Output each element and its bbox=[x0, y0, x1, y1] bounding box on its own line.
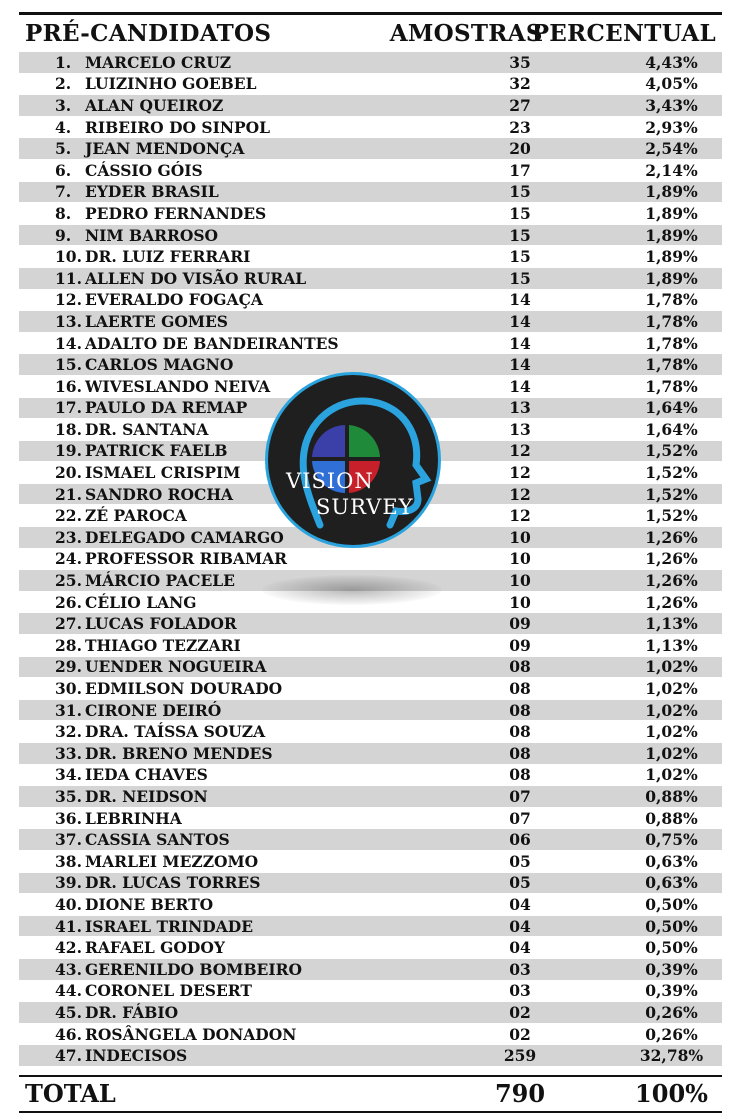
percent-cell: 1,26% bbox=[645, 592, 698, 612]
samples-cell: 10 bbox=[509, 592, 531, 612]
row-number: 3. bbox=[55, 95, 72, 115]
row-number: 4. bbox=[55, 117, 72, 137]
samples-cell: 04 bbox=[509, 916, 531, 936]
samples-cell: 03 bbox=[509, 959, 531, 979]
row-number: 10. bbox=[55, 247, 82, 267]
header-candidates: PRÉ-CANDIDATOS bbox=[25, 20, 272, 47]
row-number: 36. bbox=[55, 808, 82, 828]
samples-cell: 05 bbox=[509, 851, 531, 871]
percent-cell: 1,78% bbox=[645, 333, 698, 353]
candidate-name bbox=[19, 830, 409, 849]
row-number: 46. bbox=[55, 1024, 82, 1044]
row-number: 16. bbox=[55, 376, 82, 396]
candidate-name bbox=[19, 1003, 409, 1022]
percent-cell: 0,63% bbox=[645, 851, 698, 871]
candidate-name bbox=[19, 1046, 409, 1065]
samples-cell: 02 bbox=[509, 1002, 531, 1022]
percent-cell: 3,43% bbox=[645, 95, 698, 115]
row-number: 8. bbox=[55, 203, 72, 223]
row-number: 18. bbox=[55, 419, 82, 439]
table-row bbox=[19, 981, 722, 1003]
table-header bbox=[19, 15, 722, 52]
header-percent: PERCENTUAL bbox=[531, 20, 716, 47]
row-number: 39. bbox=[55, 873, 82, 893]
candidate-name-text: EDMILSON DOURADO bbox=[85, 679, 283, 699]
table-row bbox=[19, 786, 722, 808]
row-number: 6. bbox=[55, 160, 72, 180]
row-number: 1. bbox=[55, 52, 72, 72]
percent-cell: 1,02% bbox=[645, 679, 698, 699]
candidate-name bbox=[19, 614, 409, 633]
candidate-name bbox=[19, 657, 409, 676]
percent-cell: 4,05% bbox=[645, 74, 698, 94]
candidate-name-text: ROSÂNGELA DONADON bbox=[85, 1024, 297, 1044]
candidate-name-text: LUCAS FOLADOR bbox=[85, 614, 237, 634]
percent-cell: 1,52% bbox=[645, 506, 698, 526]
samples-cell: 35 bbox=[509, 52, 531, 72]
percent-cell: 0,50% bbox=[645, 938, 698, 958]
row-number: 5. bbox=[55, 139, 72, 159]
table-row bbox=[19, 225, 722, 247]
table-row bbox=[19, 182, 722, 204]
samples-cell: 15 bbox=[509, 268, 531, 288]
table-row bbox=[19, 333, 722, 355]
samples-cell: 04 bbox=[509, 938, 531, 958]
percent-cell: 2,14% bbox=[645, 160, 698, 180]
row-number: 30. bbox=[55, 679, 82, 699]
samples-cell: 14 bbox=[509, 376, 531, 396]
row-number: 26. bbox=[55, 592, 82, 612]
table-row bbox=[19, 959, 722, 981]
candidate-name-text: LAERTE GOMES bbox=[85, 311, 228, 331]
samples-cell: 14 bbox=[509, 290, 531, 310]
candidate-name-text: IEDA CHAVES bbox=[85, 765, 208, 785]
table-row bbox=[19, 851, 722, 873]
table-row bbox=[19, 203, 722, 225]
candidate-name-text: CARLOS MAGNO bbox=[85, 355, 234, 375]
percent-cell: 1,89% bbox=[645, 247, 698, 267]
samples-cell: 15 bbox=[509, 225, 531, 245]
percent-cell: 1,13% bbox=[645, 635, 698, 655]
samples-cell: 259 bbox=[503, 1046, 537, 1066]
percent-cell: 1,89% bbox=[645, 182, 698, 202]
candidate-name-text: PEDRO FERNANDES bbox=[85, 203, 267, 223]
candidate-name-text: ISRAEL TRINDADE bbox=[85, 916, 254, 936]
percent-cell: 2,93% bbox=[645, 117, 698, 137]
table-row bbox=[19, 808, 722, 830]
samples-cell: 08 bbox=[509, 700, 531, 720]
samples-cell: 12 bbox=[509, 463, 531, 483]
row-number: 28. bbox=[55, 635, 82, 655]
row-number: 23. bbox=[55, 527, 82, 547]
candidate-name-text: DR. NEIDSON bbox=[85, 786, 208, 806]
samples-cell: 13 bbox=[509, 419, 531, 439]
percent-cell: 0,26% bbox=[645, 1002, 698, 1022]
candidate-name-text: ADALTO DE BANDEIRANTES bbox=[85, 333, 339, 353]
percent-cell: 1,02% bbox=[645, 657, 698, 677]
candidate-name-text: SANDRO ROCHA bbox=[85, 484, 233, 504]
samples-cell: 08 bbox=[509, 657, 531, 677]
samples-cell: 09 bbox=[509, 635, 531, 655]
candidate-name bbox=[19, 917, 409, 936]
candidate-name bbox=[19, 787, 409, 806]
samples-cell: 05 bbox=[509, 873, 531, 893]
table-body bbox=[19, 52, 722, 1067]
percent-cell: 1,64% bbox=[645, 419, 698, 439]
samples-cell: 14 bbox=[509, 333, 531, 353]
candidate-name-text: NIM BARROSO bbox=[85, 225, 219, 245]
row-number: 15. bbox=[55, 355, 82, 375]
candidate-name bbox=[19, 290, 409, 309]
row-number: 32. bbox=[55, 722, 82, 742]
candidate-name-text: DR. BRENO MENDES bbox=[85, 743, 273, 763]
candidate-name bbox=[19, 744, 409, 763]
row-number: 9. bbox=[55, 225, 72, 245]
table-row bbox=[19, 1024, 722, 1046]
candidate-name-text: LUIZINHO GOEBEL bbox=[85, 74, 257, 94]
percent-cell: 0,50% bbox=[645, 894, 698, 914]
percent-cell: 2,54% bbox=[645, 139, 698, 159]
table-row bbox=[19, 613, 722, 635]
candidate-name-text: DR. LUIZ FERRARI bbox=[85, 247, 251, 267]
table-row bbox=[19, 311, 722, 333]
candidate-name bbox=[19, 960, 409, 979]
table-row bbox=[19, 290, 722, 312]
table-row bbox=[19, 95, 722, 117]
samples-cell: 04 bbox=[509, 894, 531, 914]
logo-text-vision: VISION bbox=[286, 469, 374, 493]
table-row bbox=[19, 354, 722, 376]
row-number: 11. bbox=[55, 268, 82, 288]
candidate-name-text: ALAN QUEIROZ bbox=[85, 95, 224, 115]
candidate-name-text: MARLEI MEZZOMO bbox=[85, 851, 259, 871]
candidate-name-text: MÁRCIO PACELE bbox=[85, 571, 235, 591]
samples-cell: 10 bbox=[509, 549, 531, 569]
candidate-name bbox=[19, 873, 409, 892]
percent-cell: 1,52% bbox=[645, 463, 698, 483]
samples-cell: 10 bbox=[509, 527, 531, 547]
total-label: TOTAL bbox=[25, 1079, 116, 1109]
candidate-name bbox=[19, 938, 409, 957]
samples-cell: 13 bbox=[509, 398, 531, 418]
table-row bbox=[19, 873, 722, 895]
percent-cell: 0,26% bbox=[645, 1024, 698, 1044]
candidate-name bbox=[19, 312, 409, 331]
total-samples: 790 bbox=[494, 1079, 546, 1109]
table-row bbox=[19, 246, 722, 268]
candidate-name-text: PATRICK FAELB bbox=[85, 441, 228, 461]
candidate-name-text: ALLEN DO VISÃO RURAL bbox=[85, 268, 307, 288]
row-number: 34. bbox=[55, 765, 82, 785]
row-number: 45. bbox=[55, 1002, 82, 1022]
candidate-name-text: DR. SANTANA bbox=[85, 419, 209, 439]
percent-cell: 1,02% bbox=[645, 743, 698, 763]
percent-cell: 1,26% bbox=[645, 527, 698, 547]
percent-cell: 32,78% bbox=[639, 1046, 704, 1066]
samples-cell: 15 bbox=[509, 182, 531, 202]
row-number: 19. bbox=[55, 441, 82, 461]
candidate-name bbox=[19, 74, 409, 93]
row-number: 20. bbox=[55, 463, 82, 483]
samples-cell: 03 bbox=[509, 981, 531, 1001]
row-number: 44. bbox=[55, 981, 82, 1001]
samples-cell: 02 bbox=[509, 1024, 531, 1044]
logo-quadrant bbox=[349, 425, 380, 457]
samples-cell: 20 bbox=[509, 139, 531, 159]
row-number: 7. bbox=[55, 182, 72, 202]
total-row bbox=[19, 1077, 722, 1111]
candidate-name bbox=[19, 549, 409, 568]
candidate-name-text: INDECISOS bbox=[85, 1046, 188, 1066]
percent-cell: 0,88% bbox=[645, 808, 698, 828]
samples-cell: 07 bbox=[509, 808, 531, 828]
samples-cell: 08 bbox=[509, 722, 531, 742]
percent-cell: 1,78% bbox=[645, 311, 698, 331]
row-number: 29. bbox=[55, 657, 82, 677]
percent-cell: 1,64% bbox=[645, 398, 698, 418]
table-row bbox=[19, 743, 722, 765]
candidate-name-text: DELEGADO CAMARGO bbox=[85, 527, 284, 547]
table-row bbox=[19, 657, 722, 679]
row-number: 21. bbox=[55, 484, 82, 504]
candidate-name bbox=[19, 679, 409, 698]
samples-cell: 14 bbox=[509, 311, 531, 331]
candidate-name bbox=[19, 765, 409, 784]
samples-cell: 09 bbox=[509, 614, 531, 634]
samples-cell: 15 bbox=[509, 203, 531, 223]
row-number: 40. bbox=[55, 894, 82, 914]
percent-cell: 1,78% bbox=[645, 376, 698, 396]
percent-cell: 1,26% bbox=[645, 549, 698, 569]
table-row bbox=[19, 916, 722, 938]
candidate-name-text: EYDER BRASIL bbox=[85, 182, 219, 202]
table-row bbox=[19, 829, 722, 851]
candidate-name-text: PROFESSOR RIBAMAR bbox=[85, 549, 288, 569]
table-row bbox=[19, 74, 722, 96]
candidate-name-text: CÁSSIO GÓIS bbox=[85, 160, 203, 180]
percent-cell: 0,50% bbox=[645, 916, 698, 936]
candidate-name bbox=[19, 139, 409, 158]
candidate-name bbox=[19, 701, 409, 720]
table-row bbox=[19, 1002, 722, 1024]
row-number: 35. bbox=[55, 786, 82, 806]
percent-cell: 1,89% bbox=[645, 203, 698, 223]
percent-cell: 1,89% bbox=[645, 225, 698, 245]
percent-cell: 0,75% bbox=[645, 830, 698, 850]
row-number: 2. bbox=[55, 74, 72, 94]
candidate-name bbox=[19, 53, 409, 72]
candidate-name-text: EVERALDO FOGAÇA bbox=[85, 290, 263, 310]
candidate-name bbox=[19, 722, 409, 741]
row-number: 12. bbox=[55, 290, 82, 310]
samples-cell: 08 bbox=[509, 765, 531, 785]
candidate-name-text: DR. FÁBIO bbox=[85, 1002, 179, 1022]
row-number: 47. bbox=[55, 1046, 82, 1066]
table-row bbox=[19, 721, 722, 743]
percent-cell: 1,52% bbox=[645, 484, 698, 504]
candidate-name-text: THIAGO TEZZARI bbox=[85, 635, 241, 655]
samples-cell: 27 bbox=[509, 95, 531, 115]
table-row bbox=[19, 117, 722, 139]
row-number: 33. bbox=[55, 743, 82, 763]
candidate-name bbox=[19, 334, 409, 353]
candidate-name bbox=[19, 852, 409, 871]
logo-shadow bbox=[262, 575, 442, 605]
table-row bbox=[19, 160, 722, 182]
table-row bbox=[19, 549, 722, 571]
candidate-name-text: UENDER NOGUEIRA bbox=[85, 657, 267, 677]
candidate-name bbox=[19, 269, 409, 288]
total-percent: 100% bbox=[635, 1079, 708, 1109]
candidate-name-text: CASSIA SANTOS bbox=[85, 830, 230, 850]
logo-text-survey: SURVEY bbox=[316, 495, 414, 519]
candidate-name-text: LEBRINHA bbox=[85, 808, 182, 828]
vision-survey-logo bbox=[265, 372, 441, 548]
candidate-name bbox=[19, 809, 409, 828]
candidate-name-text: JEAN MENDONÇA bbox=[85, 139, 245, 159]
percent-cell: 0,39% bbox=[645, 981, 698, 1001]
candidate-name bbox=[19, 118, 409, 137]
table-row bbox=[19, 700, 722, 722]
percent-cell: 1,26% bbox=[645, 571, 698, 591]
candidate-name-text: PAULO DA REMAP bbox=[85, 398, 248, 418]
samples-cell: 12 bbox=[509, 441, 531, 461]
percent-cell: 1,02% bbox=[645, 700, 698, 720]
percent-cell: 1,13% bbox=[645, 614, 698, 634]
samples-cell: 17 bbox=[509, 160, 531, 180]
candidate-name-text: WIVESLANDO NEIVA bbox=[85, 376, 271, 396]
percent-cell: 4,43% bbox=[645, 52, 698, 72]
percent-cell: 1,78% bbox=[645, 355, 698, 375]
row-number: 14. bbox=[55, 333, 82, 353]
percent-cell: 1,02% bbox=[645, 765, 698, 785]
row-number: 38. bbox=[55, 851, 82, 871]
candidate-name bbox=[19, 636, 409, 655]
table-row bbox=[19, 678, 722, 700]
row-number: 37. bbox=[55, 830, 82, 850]
percent-cell: 0,63% bbox=[645, 873, 698, 893]
percent-cell: 0,88% bbox=[645, 786, 698, 806]
candidate-name-text: RAFAEL GODOY bbox=[85, 938, 225, 958]
candidate-name bbox=[19, 161, 409, 180]
candidate-name-text: DR. LUCAS TORRES bbox=[85, 873, 261, 893]
row-number: 24. bbox=[55, 549, 82, 569]
row-number: 17. bbox=[55, 398, 82, 418]
candidate-name bbox=[19, 1025, 409, 1044]
candidate-name-text: GERENILDO BOMBEIRO bbox=[85, 959, 302, 979]
samples-cell: 32 bbox=[509, 74, 531, 94]
logo-head-icon bbox=[268, 375, 438, 545]
table-row bbox=[19, 894, 722, 916]
candidate-name-text: ZÉ PAROCA bbox=[85, 506, 187, 526]
candidate-name bbox=[19, 182, 409, 201]
row-number: 13. bbox=[55, 311, 82, 331]
candidate-name-text: MARCELO CRUZ bbox=[85, 52, 232, 72]
table-row bbox=[19, 52, 722, 74]
samples-cell: 08 bbox=[509, 743, 531, 763]
candidate-name-text: ISMAEL CRISPIM bbox=[85, 463, 241, 483]
row-number: 25. bbox=[55, 571, 82, 591]
candidate-name bbox=[19, 895, 409, 914]
candidate-name bbox=[19, 981, 409, 1000]
candidate-name-text: CORONEL DESERT bbox=[85, 981, 252, 1001]
samples-cell: 12 bbox=[509, 484, 531, 504]
table-row bbox=[19, 138, 722, 160]
samples-cell: 06 bbox=[509, 830, 531, 850]
row-number: 22. bbox=[55, 506, 82, 526]
candidate-name-text: RIBEIRO DO SINPOL bbox=[85, 117, 271, 137]
samples-cell: 23 bbox=[509, 117, 531, 137]
percent-cell: 1,78% bbox=[645, 290, 698, 310]
row-number: 43. bbox=[55, 959, 82, 979]
samples-cell: 14 bbox=[509, 355, 531, 375]
candidate-name-text: DIONE BERTO bbox=[85, 894, 214, 914]
samples-cell: 08 bbox=[509, 679, 531, 699]
candidate-name-text: CÉLIO LANG bbox=[85, 592, 197, 612]
survey-table bbox=[19, 12, 722, 1113]
table-row bbox=[19, 765, 722, 787]
percent-cell: 1,89% bbox=[645, 268, 698, 288]
row-number: 31. bbox=[55, 700, 82, 720]
samples-cell: 10 bbox=[509, 571, 531, 591]
samples-cell: 15 bbox=[509, 247, 531, 267]
samples-cell: 07 bbox=[509, 786, 531, 806]
candidate-name bbox=[19, 247, 409, 266]
samples-cell: 12 bbox=[509, 506, 531, 526]
logo-quadrant bbox=[312, 425, 345, 457]
percent-cell: 1,52% bbox=[645, 441, 698, 461]
percent-cell: 1,02% bbox=[645, 722, 698, 742]
row-number: 42. bbox=[55, 938, 82, 958]
header-samples: AMOSTRAS bbox=[389, 20, 543, 47]
candidate-name-text: DRA. TAÍSSA SOUZA bbox=[85, 722, 266, 742]
table-row bbox=[19, 268, 722, 290]
table-row bbox=[19, 1045, 722, 1067]
row-number: 27. bbox=[55, 614, 82, 634]
percent-cell: 0,39% bbox=[645, 959, 698, 979]
table-row bbox=[19, 937, 722, 959]
candidate-name bbox=[19, 96, 409, 115]
table-row bbox=[19, 635, 722, 657]
candidate-name bbox=[19, 204, 409, 223]
candidate-name-text: CIRONE DEIRÓ bbox=[85, 700, 222, 720]
candidate-name bbox=[19, 226, 409, 245]
row-number: 41. bbox=[55, 916, 82, 936]
